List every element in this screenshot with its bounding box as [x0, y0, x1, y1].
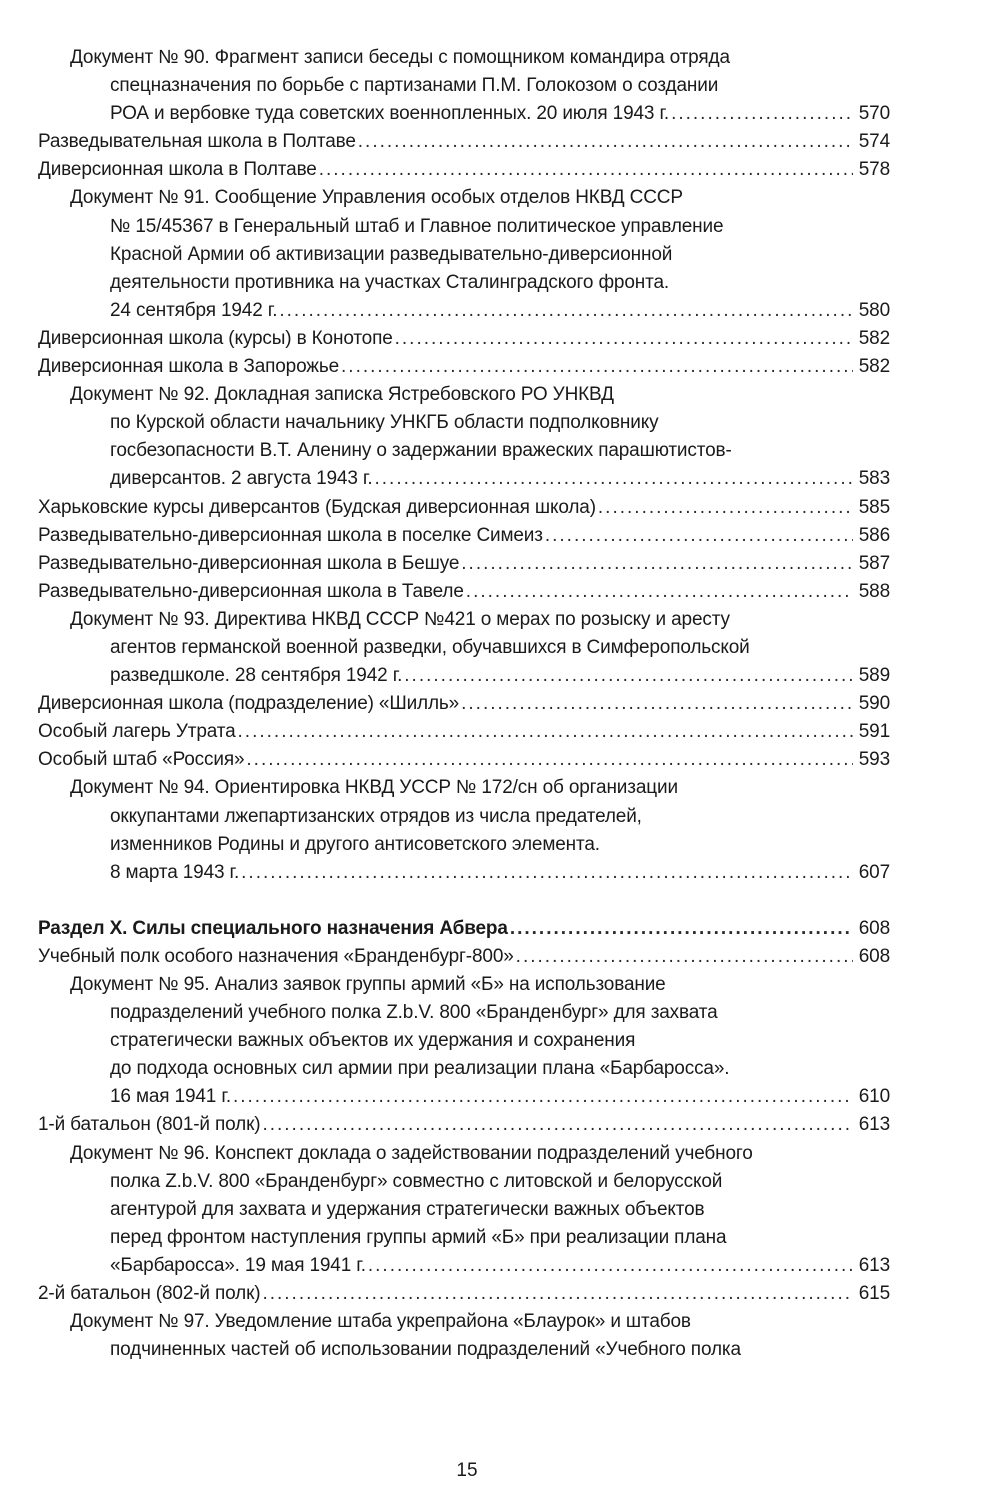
toc-entry-text: деятельности противника на участках Сталинградского фронта.	[110, 271, 669, 293]
toc-entry-text: Документ № 97. Уведомление штаба укрепрайона «Блаурок» и штабов	[70, 1311, 691, 1333]
toc-page-number: 585	[858, 496, 890, 518]
toc-entry-text: до подхода основных сил армии при реализации плана «Барбаросса».	[110, 1058, 730, 1080]
toc-page-number: 589	[858, 665, 890, 687]
toc-entry-last-line	[38, 718, 890, 746]
toc-page-number: 582	[858, 327, 890, 349]
toc-entry	[38, 943, 890, 971]
toc-entry-last-line	[70, 859, 890, 887]
toc-entry-text: № 15/45367 в Генеральный штаб и Главное политическое управление	[110, 215, 724, 237]
dot-leader	[319, 156, 853, 184]
toc-page-number: 607	[858, 861, 890, 883]
toc-entry	[38, 690, 890, 718]
toc-page-number: 578	[858, 159, 890, 181]
toc-entry-text: госбезопасности В.Т. Аленину о задержании вражеских парашютистов-	[110, 440, 732, 462]
toc-page-number: 591	[858, 721, 890, 743]
toc-entry	[38, 522, 890, 550]
toc-page-number: 593	[858, 749, 890, 771]
toc-entry-text: 16 мая 1941 г.	[110, 1086, 231, 1108]
toc-page-number: 570	[858, 103, 890, 125]
toc-entry-text: Особый штаб «Россия»	[38, 749, 245, 771]
dot-leader	[374, 465, 853, 493]
dot-leader	[262, 1280, 853, 1308]
toc-entry	[38, 353, 890, 381]
toc-entry-text: разведшколе. 28 сентября 1942 г.	[110, 665, 403, 687]
toc-entry-text: изменников Родины и другого антисоветского элемента.	[110, 833, 600, 855]
toc-entry-text: 8 марта 1943 г.	[110, 861, 240, 883]
page-number: 15	[456, 1460, 478, 1481]
toc-entry-text: диверсантов. 2 августа 1943 г.	[110, 468, 373, 490]
toc-section-heading	[38, 915, 890, 943]
toc-document-entry	[38, 971, 890, 1111]
toc-document-entry	[38, 184, 890, 324]
toc-entry-text: Разведывательная школа в Полтаве	[38, 131, 356, 153]
dot-leader	[262, 1111, 853, 1139]
toc-entry-text: Документ № 90. Фрагмент записи беседы с помощником командира отряда	[70, 47, 730, 68]
toc-entry-last-line	[38, 325, 890, 353]
toc-entry-last-line	[38, 915, 890, 943]
toc-entry-last-line	[38, 578, 890, 606]
toc-entry-text: Документ № 94. Ориентировка НКВД УССР № 172/сн об организации	[70, 777, 678, 799]
toc-entry-text: Диверсионная школа в Полтаве	[38, 159, 317, 181]
toc-page-number: 615	[858, 1283, 890, 1305]
dot-leader	[241, 859, 853, 887]
toc-entry-text: Харьковские курсы диверсантов (Будская диверсионная школа)	[38, 496, 596, 518]
toc-page-number: 588	[858, 580, 890, 602]
toc-entry-last-line	[38, 550, 890, 578]
toc-entry-text: Документ № 91. Сообщение Управления особых отделов НКВД СССР	[70, 187, 683, 209]
toc-document-entry	[38, 381, 890, 493]
toc-entry-text: агентурой для захвата и удержания стратегически важных объектов	[110, 1198, 705, 1220]
dot-leader	[466, 578, 853, 606]
toc-entry-text: Документ № 95. Анализ заявок группы армий «Б» на использование	[70, 974, 666, 995]
dot-leader	[341, 353, 853, 381]
dot-leader	[358, 128, 853, 156]
toc-entry-text: подчиненных частей об использовании подразделений «Учебного полка	[110, 1339, 741, 1361]
toc-entry-last-line	[38, 156, 890, 184]
toc-entry-text: 24 сентября 1942 г.	[110, 299, 278, 321]
toc-entry-text: Раздел X. Силы специального назначения Абвера	[38, 917, 508, 939]
toc-entry-last-line	[70, 100, 890, 128]
toc-entry-last-line	[70, 1252, 890, 1280]
toc-entry-text: Разведывательно-диверсионная школа в поселке Симеиз	[38, 524, 543, 546]
toc-page-number: 574	[858, 131, 890, 153]
toc-page-number: 583	[858, 468, 890, 490]
toc-page-number: 608	[858, 945, 890, 967]
toc-document-entry	[38, 1308, 890, 1364]
toc-entry-text: «Барбаросса». 19 мая 1941 г.	[110, 1254, 366, 1276]
toc-entry-last-line	[70, 465, 890, 493]
toc-entry-text: Разведывательно-диверсионная школа в Тавеле	[38, 580, 464, 602]
toc-entry-text: Диверсионная школа (подразделение) «Шилль»	[38, 693, 460, 715]
dot-leader	[516, 943, 853, 971]
toc-page-number: 613	[858, 1114, 890, 1136]
toc-entry-last-line	[70, 662, 890, 690]
toc-entry-text: Красной Армии об активизации разведывательно-диверсионной	[110, 243, 673, 265]
dot-leader	[598, 494, 853, 522]
toc-entry-last-line	[38, 1111, 890, 1139]
toc-entry-last-line	[38, 746, 890, 774]
toc-entry	[38, 718, 890, 746]
toc-page-number: 586	[858, 524, 890, 546]
dot-leader	[395, 325, 853, 353]
dot-leader	[671, 100, 853, 128]
toc-page-number: 613	[858, 1254, 890, 1276]
toc-entry-text: Диверсионная школа (курсы) в Конотопе	[38, 327, 393, 349]
toc-entry-text: агентов германской военной разведки, обучавшихся в Симферопольской	[110, 636, 750, 658]
toc-entry-text: Диверсионная школа в Запорожье	[38, 356, 340, 378]
toc-entry-last-line	[70, 1083, 890, 1111]
toc-entry-last-line	[70, 297, 890, 325]
toc-entry-text: спецназначения по борьбе с партизанами П.М. Голокозом о создании	[110, 75, 719, 97]
dot-leader	[368, 1252, 853, 1280]
toc-entry-last-line	[38, 690, 890, 718]
dot-leader	[279, 297, 853, 325]
toc-entry-text: оккупантами лжепартизанских отрядов из числа предателей,	[110, 805, 642, 827]
dot-leader	[461, 550, 853, 578]
toc-entry-text: полка Z.b.V. 800 «Бранденбург» совместно с литовской и белорусской	[110, 1170, 723, 1192]
table-of-contents	[38, 44, 890, 1364]
toc-entry-text: Особый лагерь Утрата	[38, 721, 236, 743]
toc-entry-text: Документ № 96. Конспект доклада о задействовании подразделений учебного	[70, 1142, 753, 1164]
toc-entry-text: Документ № 92. Докладная записка Ястребовского РО УНКВД	[70, 384, 614, 406]
toc-entry	[38, 325, 890, 353]
toc-page-number: 608	[858, 917, 890, 939]
toc-page-number: 610	[858, 1086, 890, 1108]
toc-page-number: 582	[858, 356, 890, 378]
toc-document-entry	[38, 606, 890, 690]
toc-entry-last-line	[38, 353, 890, 381]
toc-entry-text: Документ № 93. Директива НКВД СССР №421 о мерах по розыску и аресту	[70, 608, 730, 630]
toc-entry	[38, 128, 890, 156]
dot-leader	[461, 690, 853, 718]
dot-leader	[246, 746, 853, 774]
toc-document-entry	[38, 1140, 890, 1280]
toc-entry	[38, 1111, 890, 1139]
toc-entry-text: РОА и вербовке туда советских военнопленных. 20 июля 1943 г.	[110, 103, 670, 125]
toc-entry	[38, 550, 890, 578]
toc-entry-last-line	[38, 522, 890, 550]
dot-leader	[404, 662, 853, 690]
toc-page-number: 587	[858, 552, 890, 574]
dot-leader	[238, 718, 853, 746]
toc-entry-last-line	[38, 943, 890, 971]
toc-entry-text: Разведывательно-диверсионная школа в Бешуе	[38, 552, 460, 574]
toc-entry	[38, 156, 890, 184]
dot-leader	[233, 1083, 853, 1111]
toc-entry-last-line	[38, 494, 890, 522]
toc-entry-text: по Курской области начальнику УНКГБ области подполковнику	[110, 412, 659, 434]
toc-entry-text: Учебный полк особого назначения «Бранденбург-800»	[38, 945, 514, 967]
toc-document-entry	[38, 44, 890, 128]
toc-entry	[38, 578, 890, 606]
toc-page-number: 580	[858, 299, 890, 321]
toc-entry-text: 2-й батальон (802-й полк)	[38, 1283, 261, 1305]
toc-entry-text: 1-й батальон (801-й полк)	[38, 1114, 261, 1136]
toc-page-number: 590	[858, 693, 890, 715]
toc-entry-text: перед фронтом наступления группы армий «Б» при реализации плана	[110, 1226, 727, 1248]
toc-entry-last-line	[38, 1280, 890, 1308]
dot-leader	[510, 915, 853, 943]
toc-entry	[38, 1280, 890, 1308]
toc-entry	[38, 746, 890, 774]
toc-entry	[38, 494, 890, 522]
toc-entry-last-line	[38, 128, 890, 156]
dot-leader	[545, 522, 853, 550]
toc-entry-text: подразделений учебного полка Z.b.V. 800 «Бранденбург» для захвата	[110, 1002, 718, 1024]
toc-document-entry	[38, 774, 890, 886]
toc-entry-text: стратегически важных объектов их удержания и сохранения	[110, 1030, 636, 1052]
